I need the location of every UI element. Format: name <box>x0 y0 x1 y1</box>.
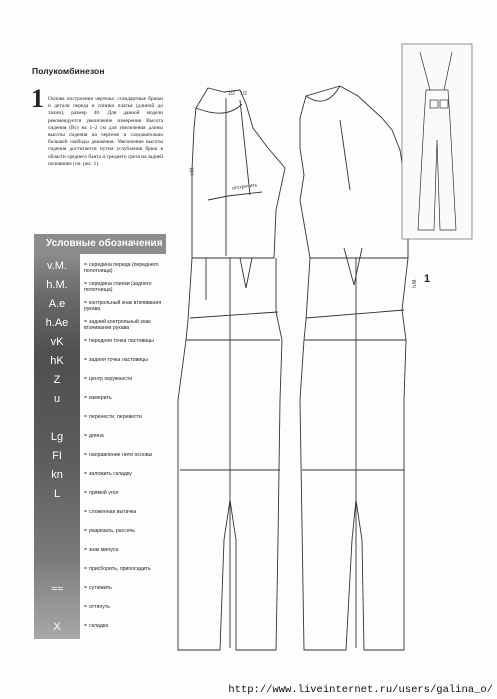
front-hip-line <box>190 312 278 318</box>
figure-number: 1 <box>424 273 431 285</box>
legend-symbol: h.M. <box>46 279 68 291</box>
legend-symbol: kn <box>51 469 63 481</box>
legend-title: Условные обозначения <box>46 238 163 249</box>
legend-symbol: u <box>53 393 61 405</box>
legend-description: = складка <box>84 623 166 629</box>
legend-description: = направление нити основы <box>84 452 166 458</box>
back-waist-dart <box>344 248 362 285</box>
legend-symbol: Lg <box>50 431 64 443</box>
front-bodice-outline <box>189 88 285 258</box>
step-number: 1 <box>31 84 44 113</box>
front-dart-line <box>240 100 250 195</box>
legend-description: = центр окружности <box>84 376 166 382</box>
legend-symbol: Z <box>53 374 61 386</box>
source-url[interactable]: http://www.liveinternet.ru/users/galina_o/ <box>228 684 493 696</box>
legend-description: = прямой угол <box>84 490 166 496</box>
back-pattern-piece <box>300 86 408 650</box>
legend-description: = задний контрольный знак втачивания рукава <box>84 319 166 331</box>
legend-description: = контрольный знак втачивания рукава <box>84 300 166 312</box>
back-hip-line <box>306 310 404 318</box>
legend-symbol: ≈≈ <box>50 583 64 595</box>
intro-text: Основа построения чертежа: стандартные брюки и детали переда и спинки платья (длиной до талии), размер 40. Для данной модели рекомендуется увеличение измерения Высота сидения (Вс) на 1–2 см для увеличения длины высоты сидения на чертеже и следовательно большей свободы движения. Увеличение высоты сидения достигается путем углубления брюк в области среднего банта и среднего среза на задней половинке (см. рис. 1). <box>48 96 163 167</box>
legend-symbol: v.M. <box>47 260 67 272</box>
legend-description: = передняя точка ластовицы <box>84 338 166 344</box>
back-bodice-outline <box>300 86 408 258</box>
label-front-center: v.M. <box>189 166 196 176</box>
front-waist-dart <box>240 258 252 288</box>
label-dart: отстрочить <box>231 182 258 192</box>
legend-symbol: h.Ae <box>45 317 69 329</box>
label-back-center: h.M. <box>411 278 418 288</box>
legend-symbol: X <box>53 621 61 633</box>
legend-description: = середина спинки (заднего полотнища) <box>84 281 166 293</box>
front-dart <box>208 192 262 200</box>
overalls-sketch <box>402 44 472 239</box>
legend-description: = середина переда (переднего полотнища) <box>84 262 166 274</box>
label-half-2: 1/2 <box>240 91 247 97</box>
legend-description: = измерить <box>84 395 166 401</box>
legend-symbol: A.e <box>48 298 66 310</box>
legend-symbol: vK <box>50 336 64 348</box>
legend-description: = сложенная вытачка <box>84 509 166 515</box>
legend-symbol: L <box>53 488 61 500</box>
legend-description: = сутюжить <box>84 585 166 591</box>
legend-description: = задняя точка ластовицы <box>84 357 166 363</box>
legend-description: = разрезать, рассечь <box>84 528 166 534</box>
back-neckline <box>306 86 340 101</box>
legend-symbol: FI <box>52 450 62 462</box>
article-title: Полукомбинезон <box>32 66 105 76</box>
front-neckline <box>196 104 242 113</box>
legend-description: = оттянуть <box>84 604 166 610</box>
legend-symbol: hK <box>50 355 64 367</box>
back-dart-line <box>340 120 350 190</box>
legend-description: = знак минуса <box>84 547 166 553</box>
label-half-1: 1/2 <box>228 91 235 97</box>
legend-description: = присборить, припосадить <box>84 566 166 572</box>
legend-description: = длина <box>84 433 166 439</box>
legend-description: = перенести, перевести <box>84 414 166 420</box>
legend-description: = заложить складку <box>84 471 166 477</box>
